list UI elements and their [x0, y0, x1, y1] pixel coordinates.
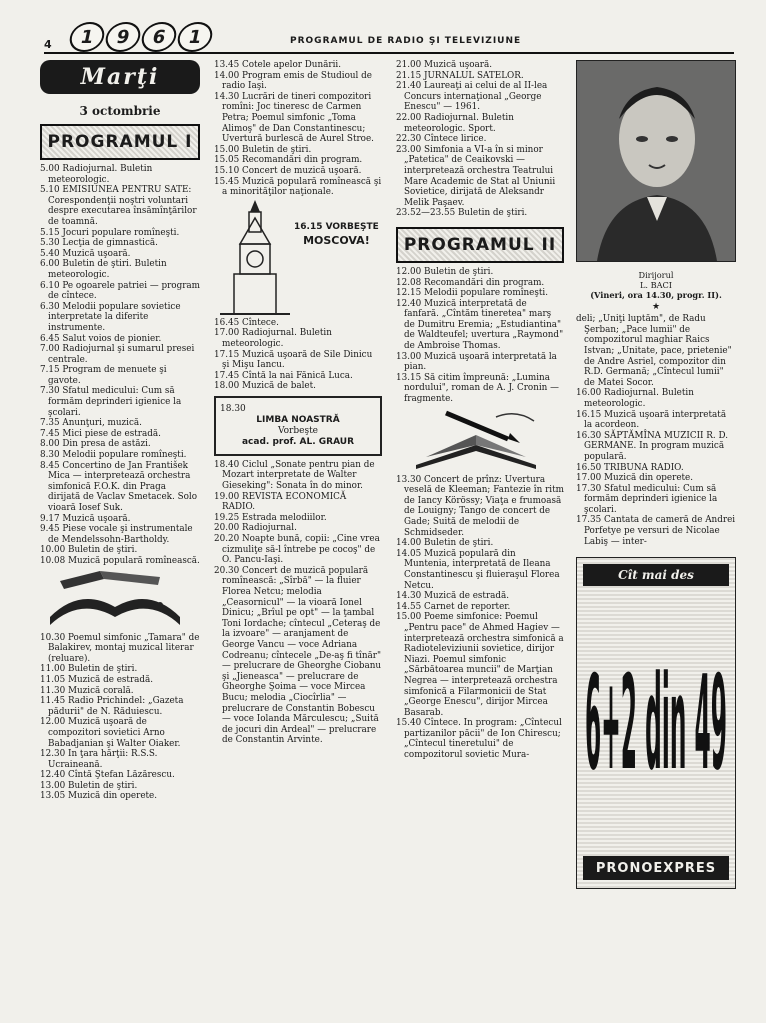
- program-item: 13.05 Muzică din operete.: [40, 791, 158, 802]
- program-item: 10.00 Buletin de ştiri.: [40, 545, 138, 556]
- conductor-portrait: [576, 60, 736, 262]
- program-list: [396, 475, 564, 761]
- date-heading: 3 octombrie: [79, 104, 161, 118]
- program-item: 22.00 Radiojurnal. Buletin meteorologic. Sport.: [396, 112, 514, 134]
- program-item: 5.10 EMISIUNEA PENTRU SATE: Corespondenţii noştri voluntari despre executarea însămînţărilor de toamnă.: [40, 185, 197, 227]
- program-item: 13.15 Să citim împreună: „Lumina nordului", roman de A. J. Cronin — fragmente.: [396, 372, 559, 405]
- star-divider: ★: [651, 301, 661, 312]
- program-item: 17.35 Cantata de cameră de Andrei Porfetye pe versuri de Nicolae Labiş — inter-: [576, 515, 736, 547]
- ad-big-numbers: [577, 598, 735, 838]
- moscow-feature: [214, 198, 382, 318]
- program-item: 15.00 Buletin de ştiri.: [214, 144, 312, 155]
- program-item: 21.40 Laureaţi ai celui de al II-lea Concurs internaţional „George Enescu" — 1961.: [396, 81, 548, 113]
- program-item: 11.05 Muzică de estradă.: [40, 674, 154, 685]
- program-item: 9.17 Muzică uşoară.: [40, 513, 131, 524]
- program-item: deli; „Uniţi luptăm", de Radu Şerban; „Pace lumii" de compozitorul maghiar Raics Istvan; „Unitate, pace, prietenie" de Andre Asriel, compozitor din R.D. Germană; „Cîntecul lumii" de Matei Socor.: [576, 314, 732, 388]
- limba-noastra-box: 18.30 LIMBA NOASTRĂ Vorbeşte acad. prof. AL. GRAUR: [214, 396, 382, 456]
- column-4: [576, 60, 736, 889]
- program-item: 19.25 Estrada melodiilor.: [214, 512, 327, 523]
- program-item: 17.00 Muzică din operete.: [576, 473, 694, 484]
- program-2-heading: PROGRAMUL II: [396, 227, 564, 263]
- program-item: 5.40 Muzică uşoară.: [40, 248, 131, 259]
- program-item: 5.30 Lecţia de gimnastică.: [40, 238, 158, 249]
- program-item: 10.30 Poemul simfonic „Tamara" de Balakirev, montaj muzical literar (reluare).: [40, 632, 200, 664]
- program-item: 7.30 Sfatul medicului: Cum să formăm deprinderi igienice la şcolari.: [40, 386, 182, 418]
- program-item: 17.30 Sfatul medicului: Cum să formăm deprinderi igienice la şcolari.: [576, 483, 718, 515]
- program-list: [396, 267, 564, 405]
- program-item: 8.45 Concertino de Jan František Mica — interpretează orchestra simfonică F.O.K. din Praga dirijată de Vaclav Smetacek. Solo vioară Iosef Suk.: [40, 460, 198, 513]
- program-item: 21.00 Muzică uşoară.: [396, 60, 493, 70]
- program-item: 5.15 Jocuri populare romîneşti.: [40, 227, 180, 238]
- program-item: 9.45 Piese vocale şi instrumentale de Mendelssohn-Bartholdy.: [40, 524, 193, 545]
- book-and-pen-illustration: [396, 405, 556, 475]
- program-list: [214, 60, 382, 198]
- program-item: 23.52—23.55 Buletin de ştiri.: [396, 208, 528, 219]
- program-item: 20.00 Radiojurnal.: [214, 523, 297, 534]
- program-item: 18.00 Muzică de balet.: [214, 381, 316, 392]
- program-list: [40, 633, 200, 803]
- program-item: 14.55 Carnet de reporter.: [396, 601, 511, 612]
- program-item: 13.00 Muzică uşoară interpretată la pian.: [396, 351, 557, 373]
- program-list: [214, 460, 382, 746]
- program-item: 19.00 REVISTA ECONOMICĂ RADIO.: [214, 491, 347, 513]
- running-title: PROGRAMUL DE RADIO ŞI TELEVIZIUNE: [290, 36, 522, 46]
- program-item: 12.15 Melodii populare romîneşti.: [396, 288, 549, 299]
- program-item: 14.05 Muzică populară din Muntenia, interpretată de Ileana Constantinescu şi fluieraşul Florea Netcu.: [396, 548, 560, 591]
- moscow-label: 16.15 VORBEŞTE MOSCOVA!: [294, 221, 379, 247]
- program-item: 18.40 Ciclul „Sonate pentru pian de Mozart interpretate de Walter Gieseking": Sonata în do minor.: [214, 459, 375, 492]
- program-item: 6.30 Melodii populare sovietice interpretate la diferite instrumente.: [40, 301, 181, 333]
- program-item: 7.45 Mici piese de estradă.: [40, 428, 161, 439]
- kremlin-tower-illustration: [220, 198, 290, 316]
- program-item: 17.15 Muzică uşoară de Sile Dinicu şi Mişu Iancu.: [214, 349, 373, 371]
- program-item: 15.10 Concert de muzică uşoară.: [214, 165, 362, 176]
- program-item: 7.00 Radiojurnal şi sumarul presei centrale.: [40, 344, 195, 365]
- program-item: 16.00 Radiojurnal. Buletin meteorologic.: [576, 388, 694, 409]
- program-item: 15.40 Cîntece. In program: „Cîntecul partizanilor păcii" de Ion Chirescu; „Cîntecul tineretului" de compozitorul sovietic Mura-: [396, 718, 562, 761]
- program-item: 12.00 Muzică uşoară de compozitori sovietici Arno Babadjanian şi Walter Oiaker.: [40, 717, 181, 749]
- program-item: 12.40 Muzică interpretată de fanfară. „Cîntăm tineretea" marş de Dumitru Eremia; „Estudiantina" de Waldteufel; uvertura „Raymond" de Ambroise Thomas.: [396, 298, 564, 352]
- program-item: 5.00 Radiojurnal. Buletin meteorologic.: [40, 164, 153, 185]
- program-item: 16.45 Cîntece.: [214, 317, 279, 328]
- program-list: [576, 314, 736, 547]
- photo-caption: Dirijorul L. BACI (Vineri, ora 14.30, progr. II).: [590, 269, 722, 300]
- program-item: 8.30 Melodii populare romîneşti.: [40, 450, 187, 461]
- program-item: 14.30 Lucrări de tineri compozitori romîni: Joc tineresc de Carmen Petra; Poemul simfonic „Toma Alimoş" de Dan Constantinescu; Uvertură burlescă de Aurel Stroe.: [214, 91, 374, 145]
- column-2: [214, 60, 382, 746]
- program-list: [40, 164, 200, 567]
- program-item: 15.45 Muzică populară romînească şi a minorităţilor naţionale.: [214, 176, 382, 198]
- page-header: [0, 0, 766, 56]
- pronoexpres-ad: [576, 557, 736, 889]
- program-item: 14.00 Program emis de Studioul de radio Iaşi.: [214, 70, 373, 92]
- program-item: 12.08 Recomandări din program.: [396, 277, 545, 288]
- column-1: [40, 60, 200, 802]
- program-item: 12.40 Cîntă Ştefan Lăzărescu.: [40, 770, 175, 781]
- program-list: [396, 60, 564, 219]
- program-item: 10.08 Muzică populară romînească.: [40, 555, 200, 566]
- program-item: 8.00 Din presa de astăzi.: [40, 439, 151, 450]
- program-item: 20.20 Noapte bună, copii: „Cine vrea cizmuliţe să-l întrebe pe cocoş" de O. Pancu-Iaşi.: [214, 534, 380, 566]
- program-item: 11.30 Muzică corală.: [40, 685, 134, 696]
- program-item: 22.30 Cîntece lirice.: [396, 134, 487, 145]
- program-1-heading: PROGRAMUL I: [40, 124, 200, 160]
- year-digit: 1: [67, 22, 107, 52]
- program-item: 20.30 Concert de muzică populară romînească: „Sîrbă" — la fluier Florea Netcu; melodia „Ceasornicul" — la vioară Ionel Dinicu; „Brîul pe opt" — la ţambal Toni Iordache; cîntecul „Ceteraş de la izvoare" — aranjament de George Vancu — voce Adriana Codreanu; cîntecele „De-aş fi tînăr" — prelucrare de Gheorghe Ciobanu şi „Jieneasca" — prelucrare de Gheorghe Şoima — voce Mircea Bucu; melodia „Ciocîrlia" — prelucrare de Constantin Bobescu — voce Iolanda Mărculescu; „Suită de jocuri din Ardeal" — prelucrare de Constantin Arvinte.: [214, 565, 382, 746]
- program-list: [214, 318, 382, 392]
- page-number: 4: [44, 38, 52, 51]
- year-digit: 1: [175, 22, 215, 52]
- ad-big-text: 6+2 din 49: [585, 647, 727, 800]
- book-illustration: [40, 567, 190, 633]
- program-item: 7.35 Anunţuri, muzică.: [40, 418, 142, 429]
- day-banner: Marţi: [40, 60, 200, 94]
- program-item: 7.15 Program de menuete şi gavote.: [40, 365, 167, 386]
- year-digit: 6: [139, 22, 179, 52]
- year-badge: [70, 22, 212, 52]
- program-item: 6.10 Pe ogoarele patriei — program de cîntece.: [40, 280, 200, 302]
- program-item: 6.45 Salut voios de pionier.: [40, 333, 162, 344]
- program-item: 13.30 Concert de prînz: Uvertura veselă de Kleeman; Fantezie în ritm de Iancy Körössy; Viaţa e frumoasă de Louigny; Tango de concert de Gade; Suită de melodii de Schmidseder.: [396, 474, 564, 538]
- program-item: 16.15 Muzică uşoară interpretată la acordeon.: [576, 409, 727, 431]
- ad-brand: PRONOEXPRES: [583, 856, 729, 880]
- program-item: 13.45 Cotele apelor Dunării.: [214, 60, 342, 70]
- program-item: 15.05 Recomandări din program.: [214, 155, 363, 166]
- program-item: 11.00 Buletin de ştiri.: [40, 664, 138, 675]
- program-item: 16.50 TRIBUNA RADIO.: [576, 462, 684, 473]
- program-item: 14.00 Buletin de ştiri.: [396, 538, 494, 549]
- program-item: 14.30 Muzică de estradă.: [396, 591, 510, 602]
- year-digit: 9: [103, 22, 143, 52]
- program-item: 6.00 Buletin de ştiri. Buletin meteorologic.: [40, 259, 167, 280]
- program-item: 16.30 SĂPTĂMÎNA MUZICII R. D. GERMANE. In program muzică populară.: [576, 430, 729, 462]
- ad-slogan: Cît mai des: [583, 564, 729, 586]
- program-item: 13.00 Buletin de ştiri.: [40, 780, 138, 791]
- program-item: 11.45 Radio Prichindel: „Gazeta pădurii" de N. Răduiescu.: [40, 696, 184, 717]
- program-item: 12.00 Buletin de ştiri.: [396, 266, 494, 277]
- program-item: 15.00 Poeme simfonice: Poemul „Pentru pace" de Ahmed Hagiev — interpretează orchestra simfonică a Radioteleviziunii sovietice, dirijor Niazi. Poemul simfonic „Sărbătoarea muncii" de Marţian Negrea — interpretează orchestra simfonică a Filarmonicii de Stat „George Enescu", dirijor Mircea Basarab.: [396, 612, 564, 718]
- header-rule: [44, 52, 734, 54]
- program-item: 23.00 Simfonia a VI-a în si minor „Patetica" de Ceaikovski — interpretează orchestra Teatrului Mare Academic de Stat al Uniunii Sovietice, dirijată de Aleksandr Melik Paşaev.: [396, 144, 556, 208]
- program-item: 12.30 In ţara hărţii: R.S.S. Ucraineană.: [40, 749, 158, 770]
- column-3: [396, 60, 564, 761]
- program-item: 17.45 Cîntă la nai Fănică Luca.: [214, 370, 353, 381]
- program-item: 21.15 JURNALUL SATELOR.: [396, 70, 524, 81]
- program-item: 17.00 Radiojurnal. Buletin meteorologic.: [214, 328, 332, 349]
